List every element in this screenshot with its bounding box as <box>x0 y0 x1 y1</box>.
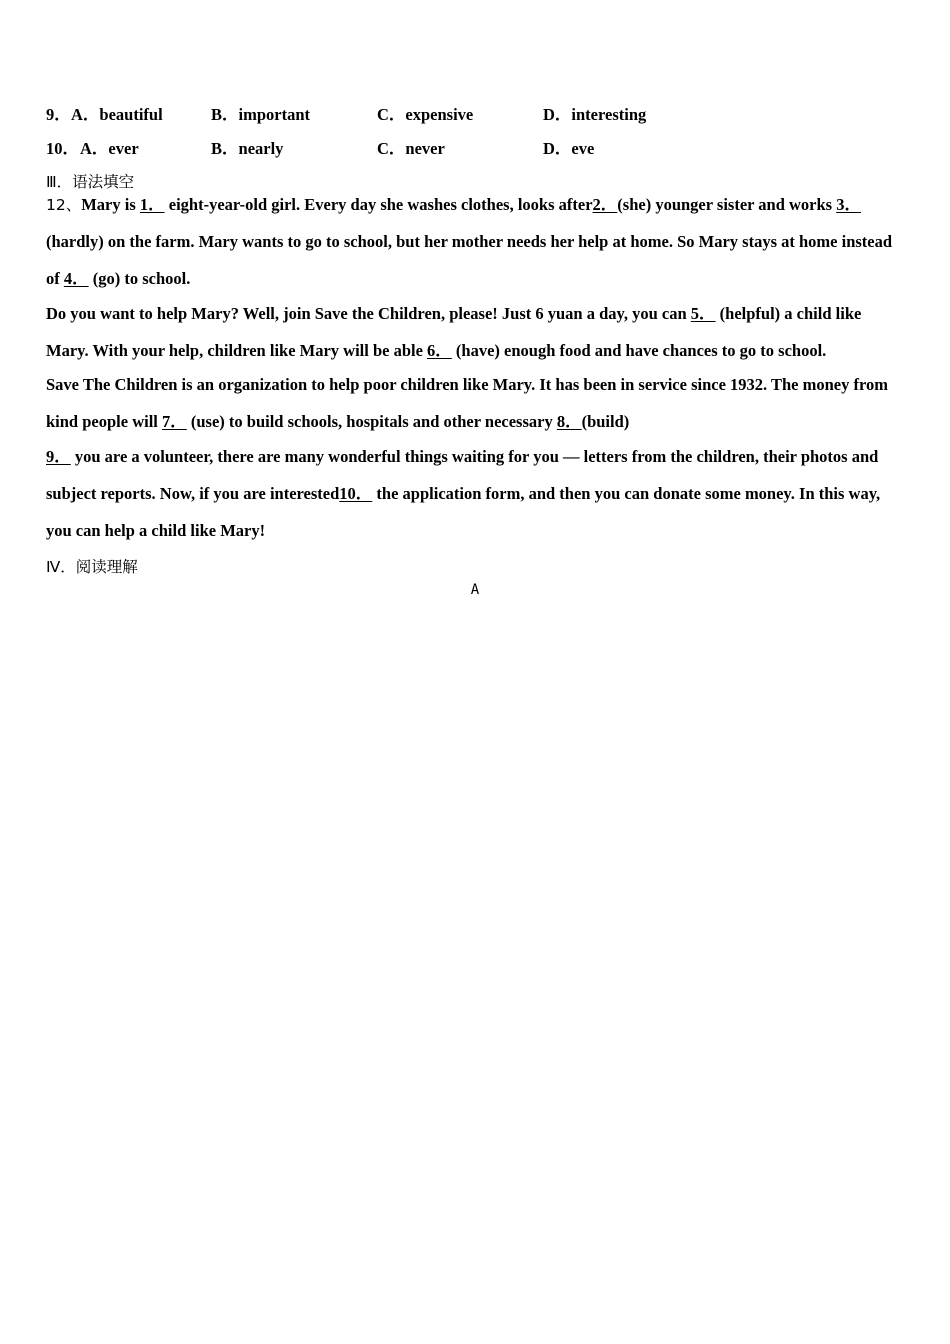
blank-4[interactable]: 4． <box>63 269 89 288</box>
question-10-options <box>46 135 906 157</box>
option-letter: A． <box>80 139 109 158</box>
text: Mary. With your help, children like Mary will be able <box>46 341 428 360</box>
question-10-number: 10． <box>46 139 79 158</box>
option-text: never <box>405 139 445 158</box>
reading-part-label: A <box>470 582 480 598</box>
passage-line-2: (hardly) on the farm. Mary wants to go to school, but her mother needs her help at home. So Mary stays at home instead <box>46 232 893 251</box>
question-9-options <box>46 101 906 123</box>
option-letter: B． <box>211 105 239 124</box>
option-letter: D． <box>543 139 572 158</box>
passage-line-5 <box>46 340 826 362</box>
blank-10[interactable]: 10． <box>339 484 373 503</box>
option-text: nearly <box>238 139 284 158</box>
option-text: ever <box>108 139 139 158</box>
blank-9[interactable]: 9． <box>46 447 71 466</box>
option-c <box>377 135 445 159</box>
passage-line-4 <box>46 303 861 325</box>
text: (use) to build schools, hospitals and other necessary <box>186 412 557 431</box>
text: you are a volunteer, there are many wonderful things waiting for you — letters from the children, their photos and <box>70 447 879 466</box>
blank-2[interactable]: 2． <box>592 195 618 214</box>
option-d <box>543 101 646 125</box>
question-12-prefix: 12、 <box>46 196 82 214</box>
option-c <box>377 101 473 125</box>
question-9-number: 9． <box>46 105 71 124</box>
option-d <box>543 135 594 159</box>
option-text: beautiful <box>99 105 163 124</box>
text: Mary is <box>81 195 140 214</box>
option-b <box>211 101 310 125</box>
passage-line-8 <box>46 446 878 468</box>
text: the application form, and then you can donate some money. In this way, <box>372 484 881 503</box>
text: (build) <box>581 412 630 431</box>
option-text: eve <box>571 139 595 158</box>
option-text: important <box>238 105 311 124</box>
option-letter: D． <box>543 105 572 124</box>
passage-line-7 <box>46 411 629 433</box>
option-letter: C． <box>377 105 406 124</box>
passage-line-3 <box>46 268 190 290</box>
text: subject reports. Now, if you are interested <box>46 484 340 503</box>
section-4-heading: Ⅳ．阅读理解 <box>46 558 138 576</box>
text: (have) enough food and have chances to go to school. <box>451 341 827 360</box>
option-text: expensive <box>405 105 474 124</box>
passage-line-10: you can help a child like Mary! <box>46 521 266 540</box>
option-text: interesting <box>571 105 647 124</box>
option-letter: A． <box>71 105 100 124</box>
blank-6[interactable]: 6． <box>427 341 452 360</box>
passage-line-6: Save The Children is an organization to help poor children like Mary. It has been in service since 1932. The money from <box>46 375 888 394</box>
option-letter: B． <box>211 139 239 158</box>
text: (she) younger sister and works <box>617 195 837 214</box>
text: Do you want to help Mary? Well, join Save the Children, please! Just 6 yuan a day, you can <box>46 304 691 323</box>
text: (helpful) a child like <box>715 304 862 323</box>
option-a <box>80 135 139 159</box>
text: kind people will <box>46 412 162 431</box>
text: eight-year-old girl. Every day she washes clothes, looks after <box>164 195 593 214</box>
passage-line-1 <box>46 194 861 216</box>
blank-7[interactable]: 7． <box>162 412 187 431</box>
option-a <box>71 101 163 125</box>
passage-line-9 <box>46 483 880 505</box>
text: (go) to school. <box>88 269 191 288</box>
blank-5[interactable]: 5． <box>690 304 716 323</box>
section-3-heading: Ⅲ．语法填空 <box>46 173 135 191</box>
blank-3[interactable]: 3． <box>836 195 861 214</box>
option-letter: C． <box>377 139 406 158</box>
blank-8[interactable]: 8． <box>556 412 582 431</box>
blank-1[interactable]: 1． <box>139 195 165 214</box>
option-b <box>211 135 283 159</box>
text: of <box>46 269 64 288</box>
